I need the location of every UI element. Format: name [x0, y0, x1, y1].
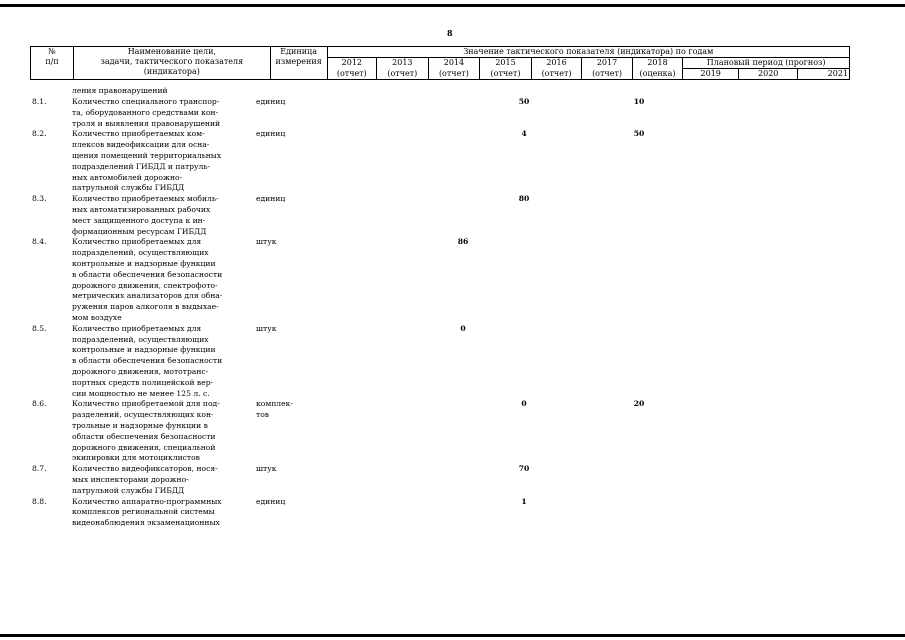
row-indicator-name	[72, 497, 248, 529]
row-indicator-name	[72, 324, 248, 400]
name-line: плексов видеофиксации для осна-	[72, 140, 210, 150]
header-unit: Единица измерения	[270, 47, 327, 80]
row-number: 8.3.	[32, 194, 47, 204]
header-note-2018: (оценка)	[632, 69, 683, 80]
name-line: дорожного движения, спектрофото-	[72, 280, 218, 290]
name-line: портных средств полицейской вер-	[72, 377, 214, 387]
name-line: Количество приобретаемых мобиль-	[72, 194, 219, 204]
row-unit	[256, 97, 304, 108]
row-number: 8.1.	[32, 97, 47, 106]
name-line: Количество приобретаемых для	[72, 323, 202, 333]
value-2015: 86	[457, 237, 469, 247]
name-line: Количество приобретаемой для под-	[72, 399, 220, 409]
header-year-2017: 2017	[582, 58, 633, 69]
header-year-2013: 2013	[377, 58, 429, 69]
header-note-2012: (отчет)	[327, 69, 376, 80]
value-2018: 20	[633, 399, 645, 409]
header-note-2016: (отчет)	[531, 69, 582, 80]
row-indicator-name	[72, 194, 248, 237]
name-line: ных автоматизированных рабочих	[72, 204, 211, 214]
page-number: 8	[447, 28, 453, 38]
row-unit	[256, 324, 304, 335]
header-year-2018: 2018	[632, 58, 683, 69]
name-line: патрульной службы ГИБДД	[72, 183, 185, 193]
name-line: дорожного движения, специальной	[72, 442, 216, 452]
continuation-text: ления правонарушений	[72, 86, 168, 95]
name-line: экипировки для мотоциклистов	[72, 453, 200, 463]
header-note-2017: (отчет)	[582, 69, 633, 80]
value-2016: 70	[518, 464, 530, 474]
unit-line: единиц	[256, 194, 286, 204]
header-values-title: Значение тактического показателя (индикатора) по годам	[327, 47, 849, 58]
row-indicator-name	[72, 129, 248, 194]
row-unit	[256, 399, 304, 421]
name-line: видеонаблюдения экзаменационных	[72, 518, 220, 528]
name-line: метрических анализаторов для обна-	[72, 291, 223, 301]
unit-line: единиц	[256, 129, 286, 139]
name-line: дорожного движения, мототранс-	[72, 366, 209, 376]
value-2016: 1	[521, 496, 527, 506]
indicator-table-header	[30, 46, 850, 80]
name-line: Количество приобретаемых ком-	[72, 129, 205, 139]
header-note-2014: (отчет)	[428, 69, 480, 80]
row-number: 8.2.	[32, 129, 47, 139]
name-line: ных автомобилей дорожно-	[72, 172, 183, 182]
name-line: щения помещений территориальных	[72, 150, 222, 160]
row-indicator-name	[72, 464, 248, 496]
value-2016: 80	[518, 194, 530, 204]
top-border	[0, 4, 905, 7]
header-year-2015: 2015	[480, 58, 532, 69]
name-line: Количество приобретаемых для	[72, 237, 202, 247]
row-indicator-name	[72, 399, 248, 464]
name-line: ружения паров алкоголя в выдыхае-	[72, 302, 219, 312]
value-2016: 50	[518, 97, 530, 106]
header-plan-2019: 2019	[683, 69, 739, 80]
value-2018: 10	[633, 97, 645, 106]
header-year-2012: 2012	[327, 58, 376, 69]
row-number: 8.6.	[32, 399, 47, 409]
row-number: 8.8.	[32, 496, 47, 506]
name-line: Количество аппаратно-программных	[72, 496, 222, 506]
name-line: Количество специального транспор-	[72, 97, 220, 106]
unit-line: тов	[256, 410, 270, 420]
header-plan-2020: 2020	[739, 69, 798, 80]
name-line: формационным ресурсам ГИБДД	[72, 226, 207, 236]
name-line: сии мощностью не менее 125 л. с.	[72, 388, 210, 398]
name-line: контрольные и надзорные функции	[72, 345, 216, 355]
unit-line: штук	[256, 323, 277, 333]
header-num: № п/п	[31, 47, 74, 80]
unit-line: штук	[256, 237, 277, 247]
name-line: мест защищенного доступа к ин-	[72, 215, 206, 225]
header-note-2013: (отчет)	[377, 69, 429, 80]
header-year-2016: 2016	[531, 58, 582, 69]
name-line: в области обеспечения безопасности	[72, 269, 223, 279]
header-name: Наименование цели, задачи, тактического показателя (индикатора)	[73, 47, 270, 80]
name-line: патрульной службы ГИБДД	[72, 485, 185, 495]
name-line: мых инспекторами дорожно-	[72, 474, 189, 484]
name-line: комплексов региональной системы	[72, 507, 215, 517]
row-unit	[256, 237, 304, 248]
name-line: контрольные и надзорные функции	[72, 258, 216, 268]
header-year-2014: 2014	[428, 58, 480, 69]
unit-line: единиц	[256, 496, 286, 506]
name-line: та, оборудованного средствами кон-	[72, 107, 219, 117]
name-line: подразделений ГИБДД и патруль-	[72, 161, 211, 171]
unit-line: единиц	[256, 97, 286, 106]
name-line: трольные и надзорные функции в	[72, 420, 208, 430]
row-unit	[256, 194, 304, 205]
value-2016: 4	[521, 129, 527, 139]
row-unit	[256, 497, 304, 508]
row-unit	[256, 464, 304, 475]
name-line: области обеспечения безопасности	[72, 431, 216, 441]
header-plan-2021: 2021	[798, 69, 850, 80]
row-number: 8.7.	[32, 464, 47, 474]
name-line: Количество видеофиксаторов, нося-	[72, 464, 218, 474]
value-2018: 50	[633, 129, 645, 139]
value-2015: 0	[460, 323, 466, 333]
header-note-2015: (отчет)	[480, 69, 532, 80]
value-2016: 0	[521, 399, 527, 409]
unit-line: комплек-	[256, 399, 293, 409]
row-number: 8.5.	[32, 323, 47, 333]
row-unit	[256, 129, 304, 140]
name-line: подразделений, осуществляющих	[72, 248, 209, 258]
header-plan-title: Плановый период (прогноз)	[683, 58, 850, 69]
row-number: 8.4.	[32, 237, 47, 247]
row-indicator-name	[72, 237, 248, 323]
row-indicator-name	[72, 97, 248, 129]
bottom-border	[0, 634, 905, 637]
name-line: троля и выявления правонарушений	[72, 118, 221, 128]
unit-line: штук	[256, 464, 277, 474]
name-line: в области обеспечения безопасности	[72, 356, 223, 366]
name-line: разделений, осуществляющих кон-	[72, 410, 214, 420]
name-line: подразделений, осуществляющих	[72, 334, 209, 344]
name-line: мом воздухе	[72, 312, 122, 322]
